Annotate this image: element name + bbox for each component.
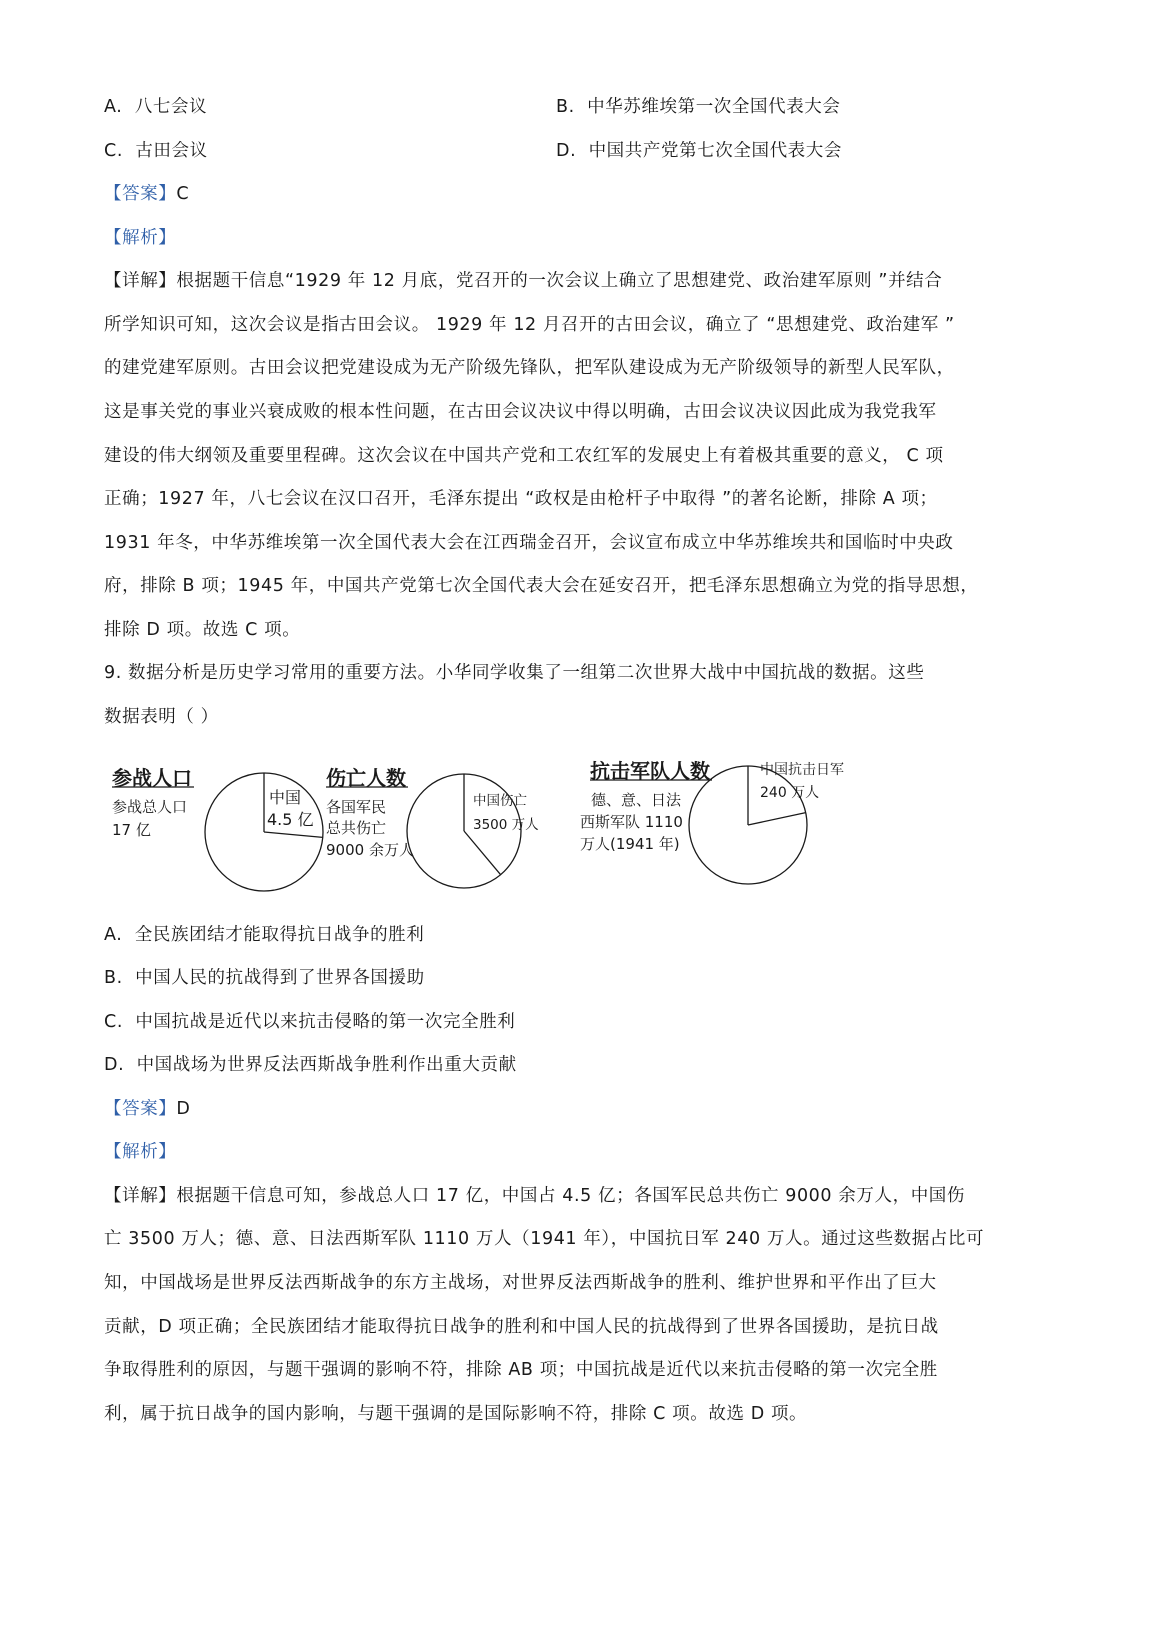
option-letter: D. [556, 141, 577, 161]
q8-detail-line: 这是事关党的事业兴衰成败的根本性问题，在古田会议决议中得以明确，古田会议决议因此成为我党我军 [104, 402, 937, 422]
q9-option-b [104, 966, 425, 990]
q8-detail-line: 1931 年冬，中华苏维埃第一次全国代表大会在江西瑞金召开，会议宣布成立中华苏维埃共和国临时中央政 [104, 533, 954, 553]
pie-slice-edge [748, 813, 806, 825]
option-letter: D. [104, 1055, 125, 1075]
option-letter: A. [104, 97, 123, 117]
q9-option-d [104, 1053, 517, 1077]
q9-detail-line: 【详解】根据题干信息可知，参战总人口 17 亿，中国占 4.5 亿；各国军民总共伤亡 9000 余万人，中国伤 [104, 1186, 966, 1206]
slice-label-line: 中国抗击日军 [760, 762, 844, 778]
option-text: 中华苏维埃第一次全国代表大会 [587, 97, 841, 117]
q9-detail-line: 贡献，D 项正确；全民族团结才能取得抗日战争的胜利和中国人民的抗战得到了世界各国援助，是抗日战 [104, 1317, 939, 1337]
q9-stem-line: 数据表明（ ） [104, 707, 219, 727]
q8-detail-line: 府，排除 B 项；1945 年，中国共产党第七次全国代表大会在延安召开，把毛泽东思想确立为党的指导思想， [104, 576, 979, 596]
total-label-line: 各国军民 [326, 798, 387, 816]
option-text: 中国共产党第七次全国代表大会 [588, 141, 842, 161]
option-letter: B. [556, 97, 575, 117]
q8-answer [104, 182, 189, 206]
total-label-line: 德、意、日法 [591, 791, 682, 809]
pie-slice-edge [264, 832, 323, 837]
option-text: 古田会议 [135, 141, 208, 161]
total-label-line: 总共伤亡 [326, 819, 387, 837]
option-text: 中国抗战是近代以来抗击侵略的第一次完全胜利 [135, 1012, 516, 1032]
option-letter: B. [104, 968, 123, 988]
slice-label-line: 中国 [269, 788, 302, 807]
q8-option-d [556, 139, 842, 163]
answer-tag: 【答案】 [104, 1099, 177, 1119]
q8-analysis-tag: 【解析】 [104, 228, 177, 248]
q8-option-b [556, 95, 841, 119]
q8-detail-line: 的建党建军原则。古田会议把党建设成为无产阶级先锋队，把军队建设成为无产阶级领导的新型人民军队， [104, 358, 955, 378]
option-letter: C. [104, 1012, 123, 1032]
option-text: 中国人民的抗战得到了世界各国援助 [135, 968, 425, 988]
total-label-line: 9000 余万人 [326, 841, 414, 859]
q8-detail-line: 正确；1927 年，八七会议在汉口召开，毛泽东提出 “政权是由枪杆子中取得 ”的著名论断，排除 A 项； [104, 489, 938, 509]
q9-detail-line: 争取得胜利的原因，与题干强调的影响不符，排除 AB 项；中国抗战是近代以来抗击侵略的第一次完全胜 [104, 1360, 938, 1380]
q9-answer [104, 1097, 190, 1121]
answer-tag: 【答案】 [104, 184, 177, 204]
q9-option-a [104, 923, 424, 947]
q9-analysis-tag: 【解析】 [104, 1142, 177, 1162]
q9-stem-line: 9. 数据分析是历史学习常用的重要方法。小华同学收集了一组第二次世界大战中中国抗战的数据。这些 [104, 663, 925, 683]
q9-detail-line: 利，属于抗日战争的国内影响，与题干强调的是国际影响不符，排除 C 项。故选 D 项。 [104, 1404, 808, 1424]
option-text: 全民族团结才能取得抗日战争的胜利 [134, 925, 425, 945]
pie-slice-edge [464, 831, 501, 875]
option-letter: A. [104, 925, 123, 945]
total-label-line: 参战总人口 [112, 798, 188, 816]
q8-detail-line: 所学知识可知，这次会议是指古田会议。 1929 年 12 月召开的古田会议，确立了 “思想建党、政治建军 ” [104, 315, 955, 335]
slice-label-line: 3500 万人 [473, 817, 539, 833]
total-label-line: 西斯军队 1110 [580, 813, 683, 831]
total-label-line: 万人(1941 年) [580, 835, 680, 853]
option-letter: C. [104, 141, 123, 161]
slice-label-line: 中国伤亡 [473, 793, 527, 809]
q9-detail-line: 知，中国战场是世界反法西斯战争的东方主战场，对世界反法西斯战争的胜利、维护世界和平作出了巨大 [104, 1273, 937, 1293]
option-text: 中国战场为世界反法西斯战争胜利作出重大贡献 [136, 1055, 517, 1075]
q8-detail-line: 建设的伟大纲领及重要里程碑。这次会议在中国共产党和工农红军的发展史上有着极其重要的意义， C 项 [104, 446, 944, 466]
answer-value: C [176, 184, 190, 204]
option-text: 八七会议 [134, 97, 208, 117]
q8-option-a [104, 95, 207, 119]
chart-title: 抗击军队人数 [590, 759, 710, 783]
total-label-line: 17 亿 [112, 821, 151, 839]
q8-option-c [104, 139, 208, 163]
q9-detail-line: 亡 3500 万人；德、意、日法西斯军队 1110 万人（1941 年），中国抗日军 240 万人。通过这些数据占比可 [104, 1229, 985, 1249]
answer-value: D [176, 1099, 191, 1119]
q8-detail-line: 排除 D 项。故选 C 项。 [104, 620, 301, 640]
q9-option-c [104, 1010, 515, 1034]
chart-title: 伤亡人数 [326, 766, 406, 790]
slice-label-line: 4.5 亿 [267, 810, 314, 829]
q8-detail-line: 【详解】根据题干信息“1929 年 12 月底，党召开的一次会议上确立了思想建党、政治建军原则 ”并结合 [104, 271, 943, 291]
chart-title: 参战人口 [112, 766, 192, 790]
slice-label-line: 240 万人 [760, 785, 820, 801]
